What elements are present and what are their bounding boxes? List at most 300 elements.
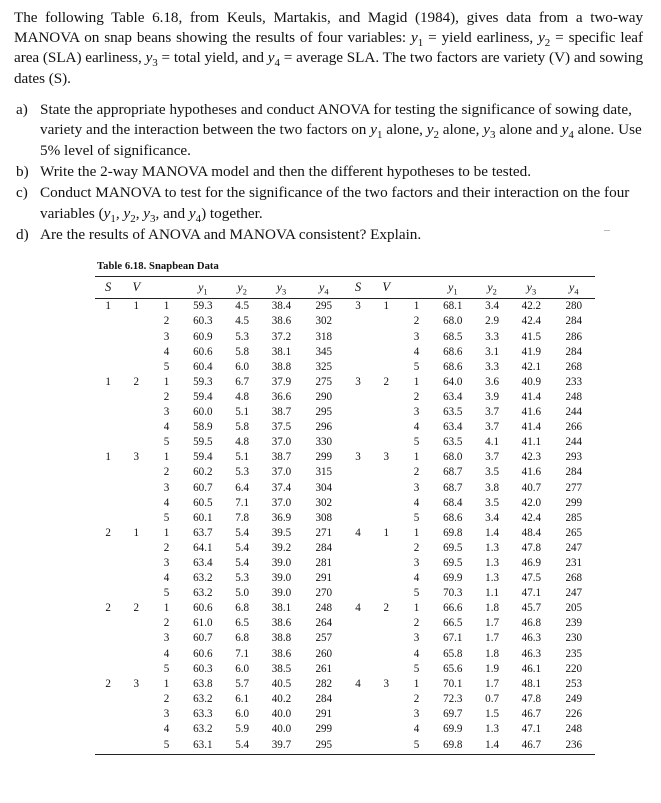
cell-left-s [95, 496, 121, 511]
snapbean-data-table [95, 276, 595, 755]
cell-left-y3: 40.5 [271, 677, 292, 690]
cell-left-s [95, 314, 121, 329]
cell-right-y3: 47.1 [521, 723, 542, 736]
cell-left-s [95, 420, 121, 435]
cell-right-y1: 68.7 [443, 466, 463, 479]
cell-left-y3: 38.6 [271, 315, 292, 328]
cell-right-y2: 1.3 [485, 556, 500, 569]
cell-right-y4: 248 [565, 390, 583, 403]
cell-left-y2: 6.5 [235, 617, 250, 630]
cell-right-y3: 47.1 [521, 587, 542, 600]
cell-left-s [95, 571, 121, 586]
cell-left-y1: 60.3 [193, 662, 213, 675]
cell-left-s [95, 631, 121, 646]
cell-right-y2: 3.1 [485, 345, 500, 358]
table-row [95, 314, 595, 329]
cell-right-y2: 3.4 [485, 300, 500, 313]
cell-right-y3: 42.0 [521, 496, 542, 509]
cell-left-rep: 4 [163, 421, 170, 434]
cell-right-s: 3 [355, 375, 361, 388]
cell-left-y4: 315 [315, 466, 333, 479]
question-item-d [12, 225, 649, 245]
cell-right-y1: 69.7 [443, 707, 463, 720]
cell-right-y1: 68.4 [443, 496, 463, 509]
cell-right-y3: 46.3 [521, 647, 542, 660]
cell-left-y2: 6.8 [235, 632, 250, 645]
cell-left-y1: 63.7 [193, 526, 213, 539]
cell-right-s [345, 722, 371, 737]
cell-right-rep: 5 [413, 662, 420, 675]
question-c-part-2: , [115, 204, 124, 222]
subscript-1: 1 [417, 37, 424, 50]
cell-right-y2: 1.5 [485, 707, 500, 720]
cell-right-v [371, 722, 401, 737]
cell-left-y4: 264 [315, 617, 333, 630]
cell-right-y1: 70.3 [443, 587, 463, 600]
cell-left-v: 2 [133, 375, 140, 388]
header-v-right: V [371, 277, 401, 299]
cell-left-y2: 5.7 [235, 677, 250, 690]
cell-right-y2: 3.3 [485, 330, 500, 343]
cell-right-y3: 48.1 [521, 677, 542, 690]
cell-left-y4: 308 [315, 511, 333, 524]
cell-left-y3: 39.5 [271, 526, 292, 539]
cell-right-y2: 3.5 [485, 496, 500, 509]
cell-right-y1: 65.6 [443, 662, 463, 675]
cell-right-v: 1 [383, 300, 390, 313]
cell-left-y1: 63.8 [193, 677, 213, 690]
cell-right-y2: 1.1 [485, 587, 500, 600]
cell-right-y1: 69.8 [443, 526, 463, 539]
stray-scan-mark [604, 230, 610, 231]
cell-left-y1: 59.3 [193, 300, 213, 313]
intro-paragraph [14, 8, 643, 89]
cell-left-rep: 3 [163, 481, 170, 494]
cell-left-y4: 284 [315, 541, 333, 554]
cell-right-y1: 68.6 [443, 360, 463, 373]
cell-right-y4: 299 [565, 496, 583, 509]
cell-right-rep: 1 [413, 526, 420, 539]
cell-right-y4: 266 [565, 421, 583, 434]
cell-right-v [371, 647, 401, 662]
cell-left-y1: 60.4 [193, 360, 213, 373]
cell-right-s [345, 511, 371, 526]
cell-left-y1: 63.2 [193, 587, 213, 600]
cell-left-y1: 60.7 [193, 632, 213, 645]
cell-right-rep: 3 [413, 632, 420, 645]
table-row [95, 299, 595, 315]
question-item-c [12, 183, 649, 224]
variable-y4-qc: $y_4$ [188, 204, 202, 225]
cell-right-s [345, 360, 371, 375]
cell-left-rep: 3 [163, 330, 170, 343]
cell-right-v [371, 511, 401, 526]
cell-right-rep: 3 [413, 330, 420, 343]
cell-left-y2: 4.8 [235, 390, 250, 403]
cell-right-rep: 5 [413, 511, 420, 524]
question-text-d: Are the results of ANOVA and MANOVA consistent? Explain. [40, 226, 422, 244]
table-row [95, 435, 595, 450]
cell-left-rep: 5 [163, 511, 170, 524]
cell-right-s [345, 405, 371, 420]
cell-right-y4: 233 [565, 375, 583, 388]
cell-right-s [345, 662, 371, 677]
question-item-a [12, 100, 649, 161]
cell-left-s [95, 511, 121, 526]
cell-left-y4: 281 [315, 556, 333, 569]
table-row [95, 405, 595, 420]
cell-left-rep: 1 [163, 300, 170, 313]
cell-left-y3: 40.2 [271, 692, 292, 705]
cell-left-rep: 2 [163, 617, 170, 630]
table-row [95, 616, 595, 631]
cell-left-rep: 4 [163, 723, 170, 736]
cell-right-y2: 1.9 [485, 662, 500, 675]
cell-right-v [371, 405, 401, 420]
cell-right-y4: 268 [565, 572, 583, 585]
cell-right-y2: 1.4 [474, 737, 510, 755]
table-row [95, 722, 595, 737]
cell-right-y4: 220 [565, 662, 583, 675]
cell-left-y2: 7.1 [235, 647, 250, 660]
cell-left-y4: 296 [315, 421, 333, 434]
cell-right-y4: 284 [565, 466, 583, 479]
question-c-part-4: , and [155, 204, 189, 222]
cell-left-v [121, 481, 151, 496]
cell-right-v [371, 737, 401, 755]
cell-right-y4: 226 [565, 707, 583, 720]
cell-right-y4: 284 [565, 345, 583, 358]
cell-left-y4: 295 [303, 737, 345, 755]
cell-left-y4: 284 [315, 692, 333, 705]
cell-left-s [95, 465, 121, 480]
cell-left-y4: 318 [315, 330, 333, 343]
table-row [95, 541, 595, 556]
table-header [95, 277, 595, 299]
cell-left-v [121, 556, 151, 571]
cell-left-y3: 37.5 [271, 421, 292, 434]
cell-left-y1: 58.9 [193, 421, 213, 434]
cell-right-rep: 2 [413, 692, 420, 705]
cell-right-y1: 68.1 [443, 300, 463, 313]
cell-right-y4: 277 [565, 481, 583, 494]
cell-left-y4: 261 [315, 662, 333, 675]
header-s-right: S [345, 277, 371, 299]
cell-left-s [95, 481, 121, 496]
cell-right-y4: 244 [565, 406, 583, 419]
cell-right-y4: 231 [565, 556, 583, 569]
cell-left-v [121, 707, 151, 722]
header-y3-right: $y_3$ [510, 277, 552, 299]
cell-right-y4: 248 [565, 723, 583, 736]
table-body [95, 299, 595, 755]
cell-right-rep: 3 [413, 707, 420, 720]
cell-left-y4: 275 [315, 375, 333, 388]
cell-left-s: 2 [105, 526, 111, 539]
cell-left-y2: 4.5 [235, 315, 250, 328]
cell-left-v [121, 571, 151, 586]
table-row [95, 571, 595, 586]
table-row [95, 647, 595, 662]
question-c-part-5: ) together. [201, 204, 263, 222]
cell-left-y2: 5.8 [235, 345, 250, 358]
header-s-left: S [95, 277, 121, 299]
cell-left-v: 1 [133, 300, 140, 313]
cell-right-rep: 5 [401, 737, 431, 755]
cell-left-y2: 5.0 [235, 587, 250, 600]
cell-right-v [371, 662, 401, 677]
table-row [95, 330, 595, 345]
intro-text-part-3: = specific leaf area (SLA) earliness, [14, 29, 643, 67]
cell-left-y1: 63.4 [193, 556, 213, 569]
table-row [95, 481, 595, 496]
cell-left-v [121, 465, 151, 480]
cell-right-y2: 3.8 [485, 481, 500, 494]
cell-left-s [95, 330, 121, 345]
cell-left-rep: 5 [163, 360, 170, 373]
cell-left-rep: 1 [163, 451, 170, 464]
cell-left-y3: 36.9 [271, 511, 292, 524]
cell-left-rep: 3 [163, 632, 170, 645]
cell-right-y1: 63.5 [443, 436, 463, 449]
cell-right-y4: 239 [565, 617, 583, 630]
cell-right-y4: 247 [565, 541, 583, 554]
cell-right-v: 2 [383, 375, 390, 388]
table-block [12, 261, 649, 755]
cell-right-y4: 253 [565, 677, 583, 690]
cell-left-y2: 5.9 [235, 723, 250, 736]
cell-right-v [371, 556, 401, 571]
cell-left-y1: 63.2 [193, 692, 213, 705]
cell-left-y4: 291 [315, 572, 333, 585]
cell-right-y1: 67.1 [443, 632, 463, 645]
cell-left-y1: 60.3 [193, 315, 213, 328]
cell-left-rep: 2 [163, 315, 170, 328]
cell-right-y2: 1.7 [485, 617, 500, 630]
cell-right-y3: 41.4 [521, 421, 542, 434]
cell-right-y1: 65.8 [443, 647, 463, 660]
cell-left-s [95, 541, 121, 556]
header-y1-right: $y_1$ [432, 277, 474, 299]
question-list [12, 100, 649, 246]
cell-left-y1: 63.2 [193, 723, 213, 736]
cell-left-v [121, 511, 151, 526]
cell-right-rep: 1 [413, 300, 420, 313]
cell-left-s [95, 692, 121, 707]
cell-right-rep: 5 [413, 436, 420, 449]
cell-left-y2: 7.8 [235, 511, 250, 524]
cell-left-y1: 59.3 [193, 375, 213, 388]
cell-right-y3: 45.7 [521, 602, 542, 615]
variable-y1-inline: $y_1$ [411, 29, 424, 50]
cell-left-y1: 60.7 [193, 481, 213, 494]
cell-left-y2: 5.3 [235, 330, 250, 343]
cell-left-rep: 4 [163, 572, 170, 585]
cell-right-s: 4 [355, 677, 361, 690]
table-row [95, 450, 595, 465]
cell-left-rep: 3 [163, 556, 170, 569]
cell-right-y1: 63.5 [443, 406, 463, 419]
cell-left-y4: 325 [315, 360, 333, 373]
cell-right-v [371, 390, 401, 405]
variable-y2-qa: $y_2$ [426, 121, 439, 142]
cell-right-y3: 46.1 [521, 662, 542, 675]
cell-right-rep: 3 [413, 406, 420, 419]
cell-left-v [121, 314, 151, 329]
cell-left-v [121, 631, 151, 646]
cell-right-y4: 265 [565, 526, 583, 539]
cell-left-y3: 37.4 [271, 481, 292, 494]
table-row [95, 677, 595, 692]
cell-left-y2: 5.4 [235, 526, 250, 539]
subscript-3: 3 [152, 57, 158, 70]
cell-left-y2: 6.0 [235, 360, 250, 373]
table-row [95, 631, 595, 646]
question-a-part-5: alone. Use 5% level of significance. [40, 121, 642, 159]
cell-left-s [95, 707, 121, 722]
cell-right-rep: 4 [413, 647, 420, 660]
table-row [95, 556, 595, 571]
cell-right-y1: 63.4 [443, 390, 463, 403]
cell-left-rep: 2 [163, 692, 170, 705]
cell-left-y3: 39.2 [271, 541, 292, 554]
cell-right-v: 2 [383, 602, 390, 615]
cell-right-y2: 3.5 [485, 466, 500, 479]
cell-right-y3: 41.1 [521, 436, 542, 449]
table-row [95, 737, 595, 755]
cell-right-y1: 68.6 [443, 511, 463, 524]
cell-right-y4: 284 [565, 315, 583, 328]
cell-right-v [371, 571, 401, 586]
cell-left-rep: 1 [163, 526, 170, 539]
cell-right-s [345, 586, 371, 601]
cell-left-v: 2 [133, 602, 140, 615]
cell-left-s [95, 616, 121, 631]
cell-right-y3: 42.3 [521, 451, 542, 464]
table-caption [97, 261, 649, 272]
cell-right-y3: 41.6 [521, 406, 542, 419]
cell-right-rep: 5 [413, 360, 420, 373]
cell-right-y1: 68.6 [443, 345, 463, 358]
cell-right-y2: 3.4 [485, 511, 500, 524]
cell-right-rep: 2 [413, 617, 420, 630]
cell-right-s [345, 631, 371, 646]
cell-right-v [371, 465, 401, 480]
cell-left-y4: 304 [315, 481, 333, 494]
cell-right-v [371, 541, 401, 556]
cell-left-y2: 5.4 [235, 541, 250, 554]
cell-left-y4: 270 [315, 587, 333, 600]
cell-left-y2: 7.1 [235, 496, 250, 509]
cell-left-y3: 38.7 [271, 406, 292, 419]
cell-left-y4: 291 [315, 707, 333, 720]
cell-right-rep: 4 [413, 723, 420, 736]
cell-right-y4: 205 [565, 602, 583, 615]
cell-right-y1: 72.3 [443, 692, 463, 705]
cell-left-y3: 38.8 [271, 360, 292, 373]
cell-right-rep: 4 [413, 345, 420, 358]
cell-right-v [371, 360, 401, 375]
cell-left-y3: 37.0 [271, 436, 292, 449]
cell-left-rep: 2 [163, 390, 170, 403]
cell-left-y3: 38.5 [271, 662, 292, 675]
cell-right-y2: 1.3 [485, 723, 500, 736]
cell-left-y2: 5.8 [235, 421, 250, 434]
cell-left-y3: 38.7 [271, 451, 292, 464]
intro-text-part-5: = average SLA. The two factors are variety (V) and sowing dates (S). [14, 49, 644, 87]
cell-right-y3: 42.4 [521, 511, 542, 524]
cell-right-v [371, 330, 401, 345]
cell-left-y3: 38.8 [271, 632, 292, 645]
question-a-part-4: alone and [495, 121, 562, 139]
cell-left-s: 2 [105, 677, 111, 690]
cell-left-s [95, 662, 121, 677]
cell-left-y1: 60.1 [193, 511, 213, 524]
cell-left-rep: 5 [163, 662, 170, 675]
cell-right-s [345, 465, 371, 480]
cell-right-y1: 64.0 [443, 375, 463, 388]
cell-right-s [345, 556, 371, 571]
cell-right-y1: 68.5 [443, 330, 463, 343]
cell-left-y3: 38.4 [271, 300, 292, 313]
cell-right-rep: 2 [413, 315, 420, 328]
subscript-4: 4 [274, 57, 280, 70]
cell-left-y3: 37.0 [271, 496, 292, 509]
cell-right-y3: 42.4 [521, 315, 542, 328]
cell-left-rep: 4 [163, 496, 170, 509]
cell-right-s: 4 [355, 526, 361, 539]
cell-left-y3: 37.2 [271, 330, 292, 343]
cell-left-s [95, 647, 121, 662]
cell-right-y2: 3.7 [485, 406, 500, 419]
cell-right-y4: 236 [553, 737, 595, 755]
cell-right-y4: 285 [565, 511, 583, 524]
variable-y4-inline: $y_4$ [267, 49, 280, 70]
cell-left-s [95, 360, 121, 375]
cell-right-y3: 41.5 [521, 330, 542, 343]
cell-left-y4: 257 [315, 632, 333, 645]
cell-right-v [371, 631, 401, 646]
cell-right-s [345, 647, 371, 662]
cell-left-y3: 37.9 [271, 375, 292, 388]
cell-left-rep: 5 [151, 737, 181, 755]
cell-right-y2: 3.7 [485, 421, 500, 434]
cell-left-v: 1 [133, 526, 140, 539]
cell-right-rep: 2 [413, 541, 420, 554]
cell-left-s: 1 [105, 300, 111, 313]
question-label-b: b) [16, 162, 29, 180]
cell-left-v [121, 496, 151, 511]
cell-left-rep: 1 [163, 375, 170, 388]
question-a-part-1: State the appropriate hypotheses and conduct ANOVA for testing the significance of sowing date, variety and the interaction between the two factors on [40, 100, 632, 139]
cell-right-y4: 247 [565, 587, 583, 600]
variable-y3-inline: $y_3$ [145, 49, 158, 70]
cell-left-y2: 6.8 [235, 602, 250, 615]
cell-left-rep: 5 [163, 436, 170, 449]
cell-right-v [371, 616, 401, 631]
cell-right-s [345, 330, 371, 345]
cell-left-v [121, 330, 151, 345]
cell-right-y2: 4.1 [485, 436, 500, 449]
cell-right-s [345, 345, 371, 360]
cell-left-v [121, 662, 151, 677]
cell-right-s: 4 [355, 602, 361, 615]
header-y1-left: $y_1$ [182, 277, 224, 299]
cell-left-y1: 61.0 [193, 617, 213, 630]
header-y2-left: $y_2$ [224, 277, 260, 299]
cell-right-y1: 63.4 [443, 421, 463, 434]
cell-right-y3: 46.9 [521, 556, 542, 569]
